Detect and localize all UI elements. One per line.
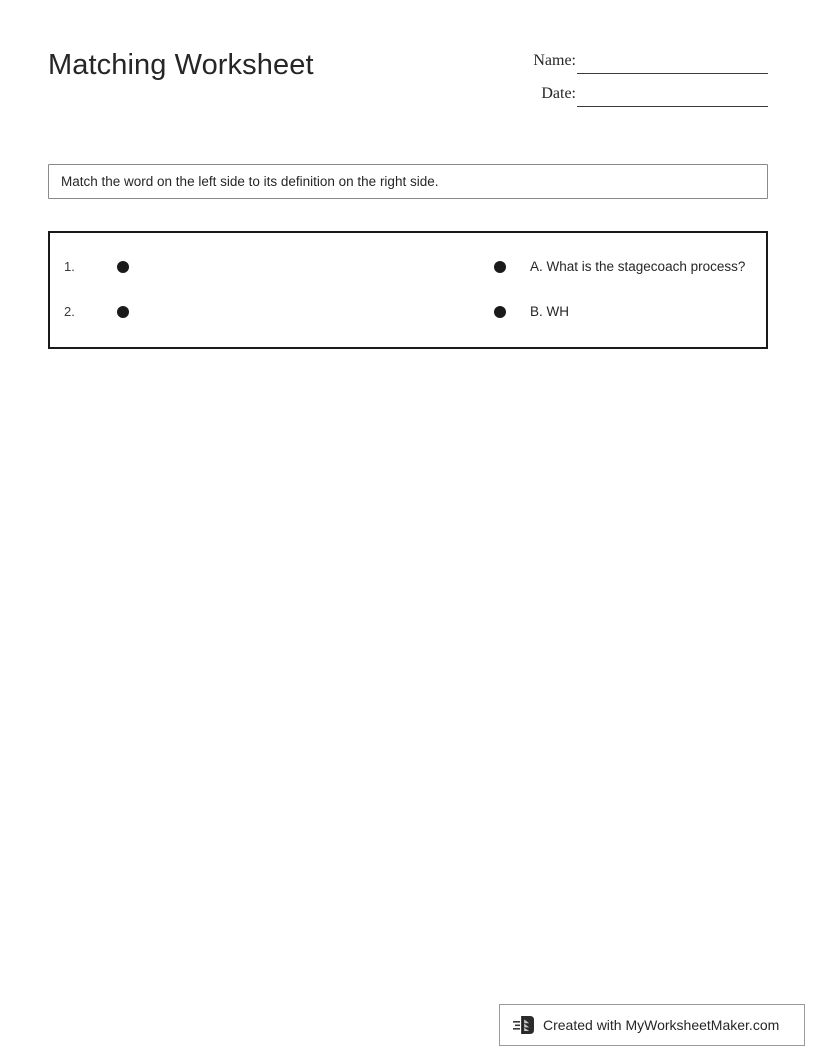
matching-right-item-a[interactable] [470,256,765,301]
match-dot-right-a[interactable] [494,261,506,273]
instructions-box [48,164,768,199]
page-title: Matching Worksheet [48,49,314,81]
worksheet-maker-logo-icon [513,1013,535,1037]
item-number: 2. [64,304,75,319]
match-dot-left-1[interactable] [117,261,129,273]
matching-right-column [470,233,765,346]
match-dot-left-2[interactable] [117,306,129,318]
name-input-line[interactable] [577,73,768,74]
definition-text: B. WH [530,304,569,319]
matching-exercise-box [48,231,768,349]
matching-right-item-b[interactable] [470,301,765,346]
matching-left-item-2[interactable] [50,301,470,346]
date-row [510,83,768,116]
name-label: Name: [533,52,576,69]
date-input-line[interactable] [577,106,768,107]
match-dot-right-b[interactable] [494,306,506,318]
matching-left-column [50,233,470,346]
matching-left-item-1[interactable] [50,256,470,301]
worksheet-header [48,44,768,124]
item-number: 1. [64,259,75,274]
instructions-text: Match the word on the left side to its definition on the right side. [61,174,439,189]
created-with-badge[interactable] [499,1004,805,1046]
name-date-block [510,50,768,116]
badge-label: Created with MyWorksheetMaker.com [543,1017,780,1033]
definition-text: A. What is the stagecoach process? [530,259,746,274]
date-label: Date: [541,85,576,102]
name-row [510,50,768,83]
